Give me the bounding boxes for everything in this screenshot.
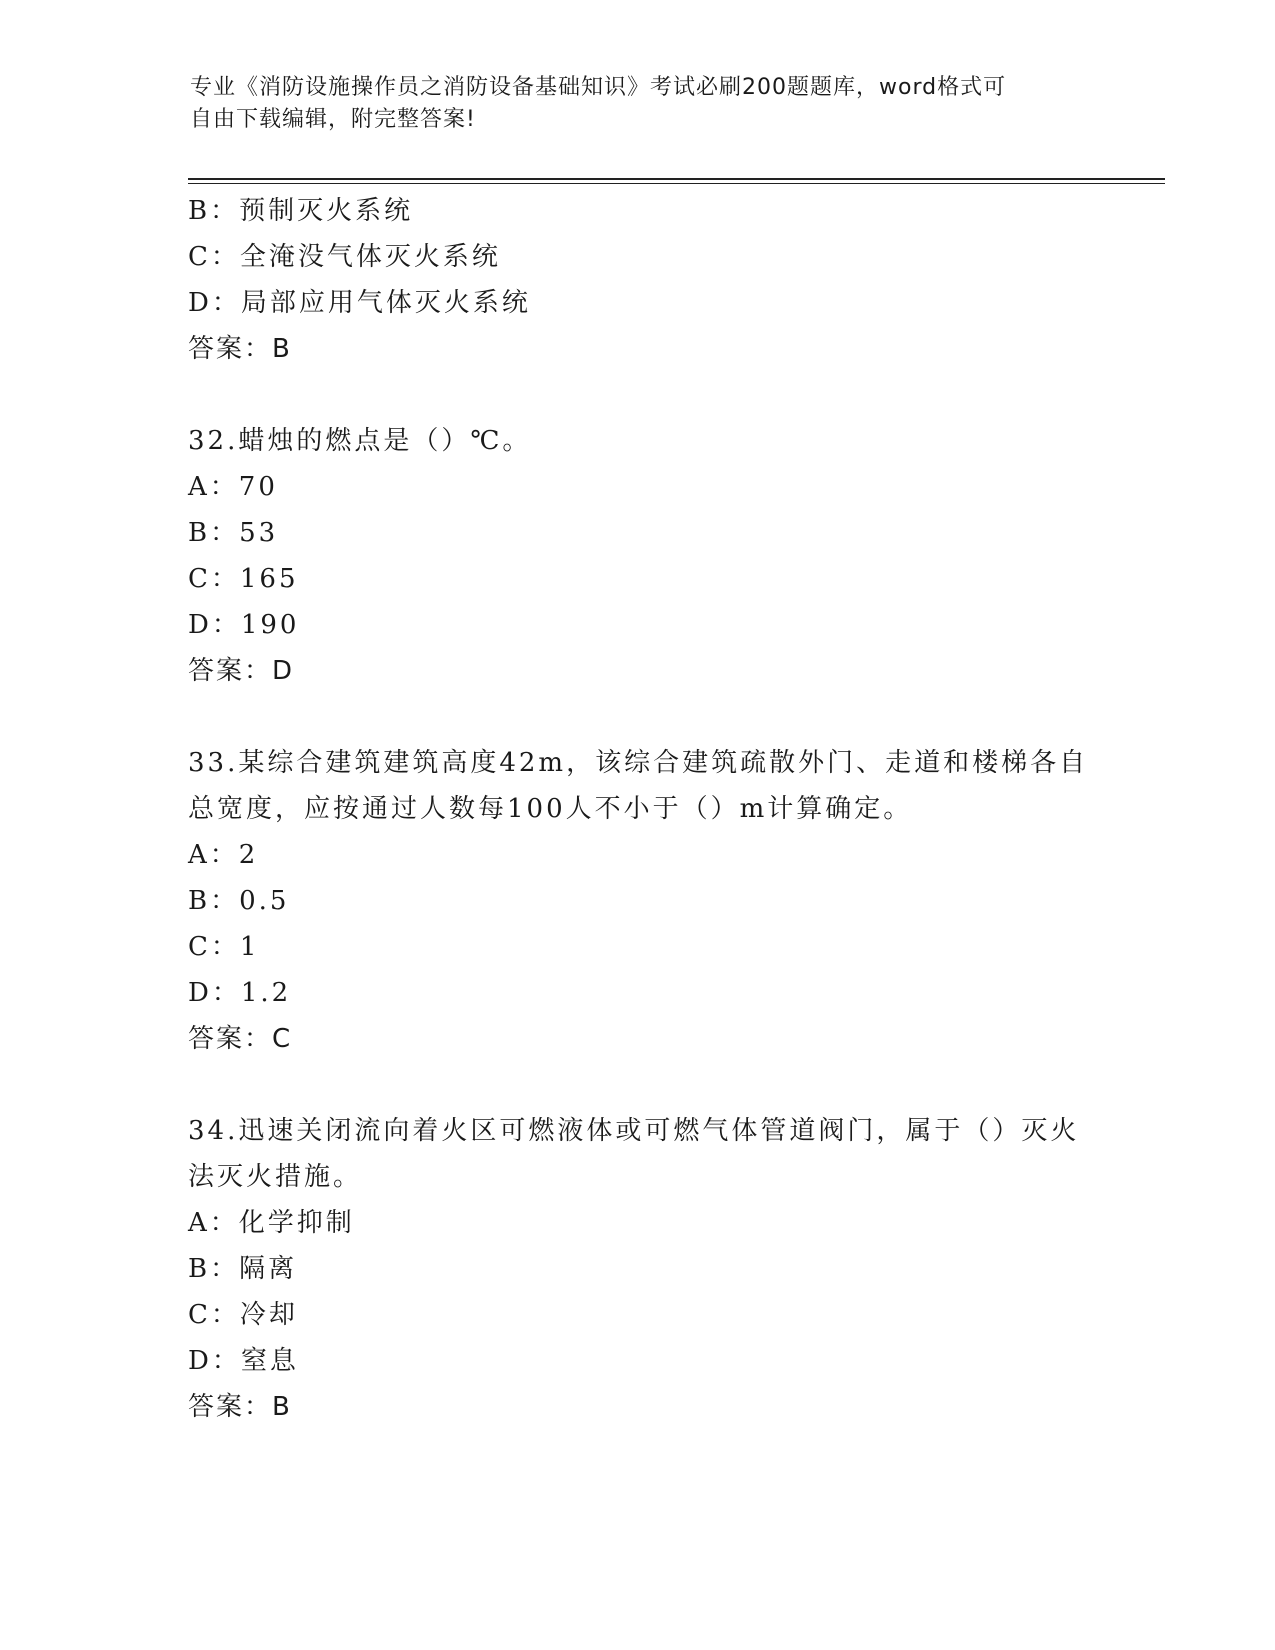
option-a: A：2 bbox=[188, 840, 259, 870]
option-a: A：化学抑制 bbox=[188, 1208, 355, 1238]
answer-line: 答案：C bbox=[188, 1024, 293, 1054]
question-33 bbox=[188, 740, 1108, 1062]
question-32 bbox=[188, 418, 1108, 694]
question-stem-line-2: 总宽度，应按通过人数每100人不小于（）m计算确定。 bbox=[188, 794, 913, 824]
header-title-line-1: 专业《消防设施操作员之消防设备基础知识》考试必刷200题题库，word格式可 bbox=[190, 75, 1007, 100]
option-d: D：局部应用气体灭火系统 bbox=[188, 288, 531, 318]
option-d: D：190 bbox=[188, 610, 300, 640]
question-stem-line-1: 33.某综合建筑建筑高度42m，该综合建筑疏散外门、走道和楼梯各自 bbox=[188, 748, 1089, 778]
option-b: B：0.5 bbox=[188, 886, 290, 916]
spacer bbox=[188, 1062, 1108, 1108]
answer-line: 答案：D bbox=[188, 656, 295, 686]
question-stem-line-1: 34.迅速关闭流向着火区可燃液体或可燃气体管道阀门，属于（）灭火 bbox=[188, 1116, 1080, 1146]
option-d: D：1.2 bbox=[188, 978, 292, 1008]
option-b: B：53 bbox=[188, 518, 279, 548]
option-c: C：冷却 bbox=[188, 1300, 298, 1330]
option-b: B：预制灭火系统 bbox=[188, 196, 414, 226]
option-c: C：1 bbox=[188, 932, 260, 962]
question-stem: 32.蜡烛的燃点是（）℃。 bbox=[188, 426, 532, 456]
spacer bbox=[188, 694, 1108, 740]
question-34 bbox=[188, 1108, 1108, 1430]
option-c: C：165 bbox=[188, 564, 299, 594]
answer-line: 答案：B bbox=[188, 1392, 292, 1422]
option-d: D：窒息 bbox=[188, 1346, 299, 1376]
question-list bbox=[188, 188, 1108, 1430]
answer-line: 答案：B bbox=[188, 334, 292, 364]
header-rule-thick bbox=[188, 178, 1165, 180]
spacer bbox=[188, 372, 1108, 418]
option-c: C：全淹没气体灭火系统 bbox=[188, 242, 501, 272]
question-31-continued bbox=[188, 188, 1108, 372]
header-rule-thin bbox=[188, 183, 1165, 184]
option-b: B：隔离 bbox=[188, 1254, 298, 1284]
document-header bbox=[190, 72, 1090, 136]
header-title-line-2: 自由下载编辑，附完整答案! bbox=[190, 107, 476, 132]
question-stem-line-2: 法灭火措施。 bbox=[188, 1162, 363, 1192]
option-a: A：70 bbox=[188, 472, 278, 502]
